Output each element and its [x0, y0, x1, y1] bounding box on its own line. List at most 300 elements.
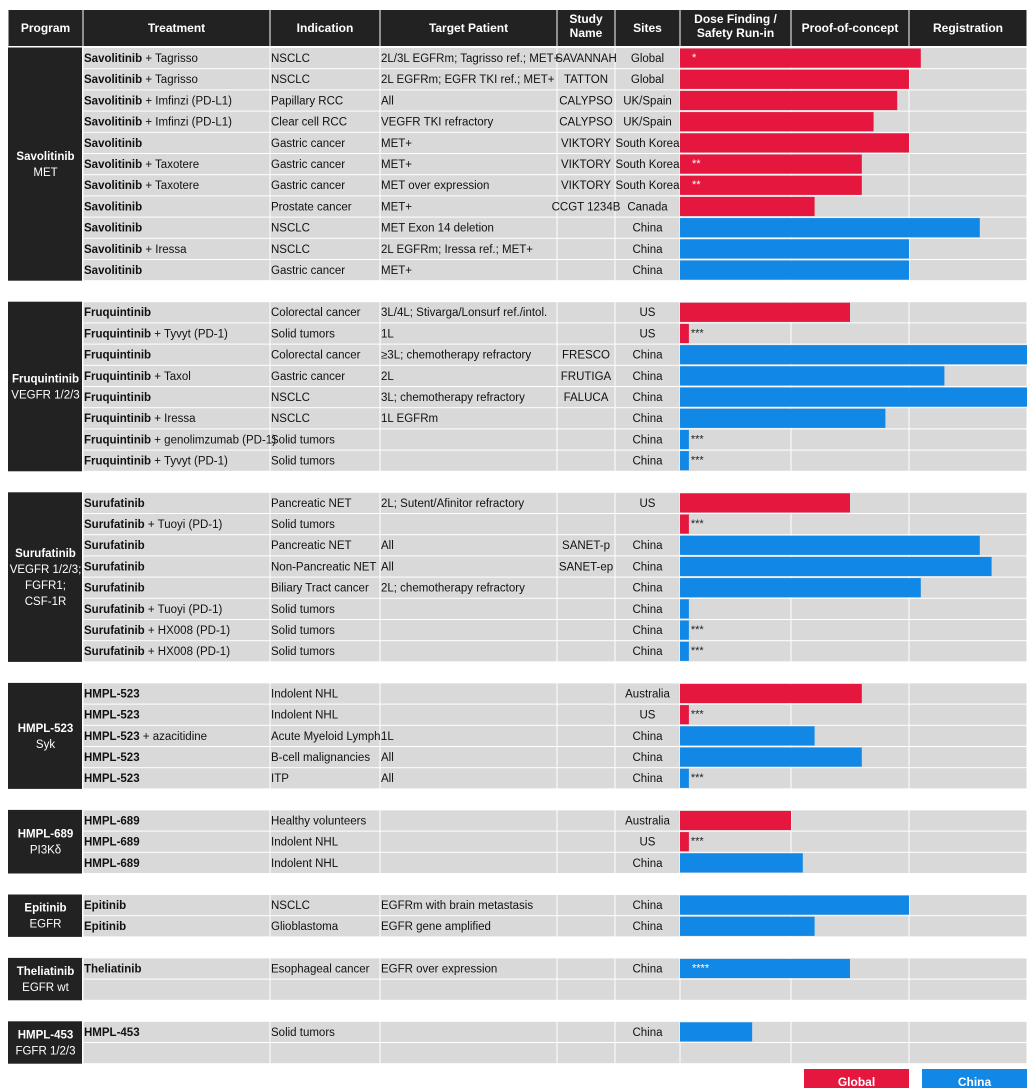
row-cell	[381, 556, 557, 576]
row-cell	[792, 832, 909, 852]
progress-bar-global	[680, 493, 850, 512]
indication-label: Colorectal cancer	[271, 349, 361, 362]
header-label-indication: Indication	[296, 21, 354, 35]
row-cell	[558, 451, 615, 471]
progress-bar-china	[680, 578, 921, 597]
progress-bar-china	[680, 409, 885, 428]
sites-label: China	[632, 646, 663, 659]
progress-bar-china	[680, 557, 992, 576]
program-target: MET	[33, 167, 58, 180]
row-cell	[792, 514, 909, 534]
program-block	[8, 302, 82, 472]
indication-label: NSCLC	[271, 53, 310, 65]
row-cell	[910, 429, 1027, 449]
footnote-marker: ****	[692, 962, 710, 975]
row-cell	[381, 620, 557, 640]
treatment-label: HMPL-523	[84, 709, 140, 722]
row-cell	[558, 980, 615, 1000]
progress-bar-global	[680, 324, 689, 343]
treatment-label: Theliatinib	[84, 963, 142, 976]
row-cell	[558, 768, 615, 788]
sites-label: UK/Spain	[623, 95, 672, 108]
target-patient-label: MET+	[381, 265, 412, 277]
indication-label: Indolent NHL	[271, 836, 339, 849]
program-target: Syk	[35, 738, 56, 751]
program-target: EGFR	[29, 918, 62, 931]
row-cell	[910, 1043, 1027, 1063]
footnote-marker: **	[692, 179, 701, 192]
row-cell	[792, 768, 909, 788]
footnote-marker: **	[692, 158, 701, 170]
sites-label: Global	[630, 74, 665, 87]
row-cell	[910, 726, 1027, 746]
treatment-label: Savolitinib + Imfinzi (PD-L1)	[84, 95, 232, 108]
treatment-label: Surufatinib	[84, 540, 145, 553]
indication-label: Colorectal cancer	[271, 307, 361, 320]
progress-bar-china	[680, 388, 1027, 407]
indication-label: ITP	[271, 773, 289, 786]
progress-bar-china	[680, 451, 689, 470]
row-cell	[558, 1043, 615, 1063]
treatment-label: Surufatinib + Tuoyi (PD-1)	[84, 603, 223, 616]
progress-bar-global	[680, 684, 862, 703]
sites-label: China	[632, 243, 663, 256]
indication-label: NSCLC	[271, 74, 310, 87]
study-name-label: TATTON	[563, 74, 609, 87]
target-patient-label: 2L	[381, 370, 394, 383]
target-patient-label: 2L/3L EGFRm; Tagrisso ref.; MET+	[381, 53, 561, 65]
progress-bar-china	[680, 1022, 752, 1041]
row-cell	[381, 366, 557, 386]
row-cell	[910, 196, 1027, 216]
progress-bar-china	[680, 642, 689, 661]
row-cell	[910, 705, 1027, 725]
row-cell	[381, 683, 557, 703]
row-cell	[381, 90, 557, 110]
indication-label: Pancreatic NET	[271, 497, 352, 510]
progress-bar-china	[680, 430, 689, 449]
treatment-label: Fruquintinib + Tyvyt (PD-1)	[84, 455, 228, 468]
row-cell	[558, 683, 615, 703]
progress-bar-china	[680, 726, 815, 745]
study-name-label: CALYPSO	[559, 116, 613, 129]
row-cell	[616, 1043, 680, 1063]
sites-label: Canada	[627, 201, 668, 214]
row-cell	[910, 408, 1027, 428]
study-name-label: CCGT 1234B	[551, 201, 621, 214]
footnote-marker: ***	[690, 454, 704, 467]
treatment-label: Savolitinib	[84, 222, 143, 235]
row-cell	[271, 1043, 380, 1063]
row-cell	[792, 1022, 909, 1042]
treatment-label: Fruquintinib + Tyvyt (PD-1)	[84, 328, 228, 341]
sites-label: China	[632, 413, 663, 426]
treatment-label: Savolitinib	[84, 137, 143, 150]
indication-label: Gastric cancer	[271, 370, 346, 383]
row-cell	[84, 980, 270, 1000]
row-cell	[381, 980, 557, 1000]
treatment-label: Epitinib	[84, 921, 127, 934]
treatment-label: HMPL-689	[84, 836, 140, 849]
row-cell	[792, 853, 909, 873]
progress-bar-china	[680, 345, 1027, 364]
target-patient-label: 3L/4L; Stivarga/Lonsurf ref./intol.	[381, 307, 548, 320]
sites-label: China	[632, 265, 663, 277]
indication-label: NSCLC	[271, 222, 310, 235]
progress-bar-global	[680, 133, 909, 152]
legend-china-label: China	[957, 1075, 992, 1088]
indication-label: Biliary Tract cancer	[271, 582, 369, 595]
row-cell	[381, 726, 557, 746]
target-patient-label: 3L; chemotherapy refractory	[381, 392, 525, 404]
row-cell	[910, 48, 1027, 68]
sites-label: China	[632, 603, 663, 616]
sites-label: US	[639, 328, 656, 341]
target-patient-label: VEGFR TKI refractory	[381, 116, 494, 129]
target-patient-label: All	[381, 561, 394, 574]
program-name: Theliatinib	[16, 966, 75, 979]
target-patient-label: MET Exon 14 deletion	[381, 222, 494, 235]
row-cell	[792, 429, 909, 449]
indication-label: Non-Pancreatic NET	[271, 561, 377, 574]
row-cell	[910, 958, 1027, 978]
row-cell	[616, 980, 680, 1000]
row-cell	[381, 747, 557, 767]
indication-label: Solid tumors	[271, 625, 335, 637]
row-cell	[910, 239, 1027, 259]
progress-bar-global	[680, 155, 862, 174]
indication-label: Papillary RCC	[271, 95, 344, 108]
indication-label: Healthy volunteers	[271, 815, 367, 828]
row-cell	[681, 1043, 791, 1063]
row-cell	[558, 218, 615, 238]
sites-label: China	[632, 582, 663, 595]
treatment-label: Surufatinib	[84, 582, 145, 595]
progress-bar-china	[680, 261, 909, 280]
row-cell	[792, 810, 909, 830]
study-name-label: FALUCA	[563, 392, 609, 404]
row-cell	[910, 768, 1027, 788]
program-name: Savolitinib	[16, 151, 75, 164]
treatment-label: HMPL-523 + azacitidine	[84, 730, 208, 743]
program-name: HMPL-523	[17, 722, 74, 735]
target-patient-label: All	[381, 752, 394, 764]
progress-bar-global	[680, 705, 689, 724]
progress-bar-china	[680, 621, 689, 640]
treatment-label: Fruquintinib + Iressa	[84, 413, 196, 426]
treatment-label: Epitinib	[84, 900, 127, 912]
header-label-p1: Dose Finding / Safety Run-in	[694, 12, 777, 40]
program-name: HMPL-689	[17, 828, 74, 841]
indication-label: Solid tumors	[271, 328, 335, 341]
row-cell	[558, 958, 615, 978]
row-cell	[558, 578, 615, 598]
target-patient-label: ≥3L; chemotherapy refractory	[381, 349, 532, 362]
indication-label: NSCLC	[271, 243, 310, 256]
indication-label: Pancreatic NET	[271, 540, 352, 553]
treatment-label: Savolitinib + Taxotere	[84, 159, 200, 171]
program-name: Surufatinib	[15, 548, 76, 561]
study-name-label: FRUTIGA	[560, 370, 612, 383]
program-target: VEGFR 1/2/3;	[9, 564, 82, 577]
indication-label: Gastric cancer	[271, 137, 346, 150]
row-cell	[558, 916, 615, 936]
progress-bar-global	[680, 70, 909, 89]
progress-bar-global	[680, 112, 874, 131]
treatment-label: Fruquintinib + genolimzumab (PD-1)	[84, 434, 277, 447]
sites-label: US	[639, 497, 656, 510]
indication-label: Indolent NHL	[271, 709, 339, 722]
row-cell	[558, 302, 615, 322]
row-cell	[558, 641, 615, 661]
treatment-label: Fruquintinib	[84, 349, 152, 362]
indication-label: Gastric cancer	[271, 265, 346, 277]
row-cell	[681, 980, 791, 1000]
row-cell	[558, 832, 615, 852]
sites-label: South Korea	[615, 159, 680, 171]
footnote-marker: ***	[690, 624, 704, 636]
row-cell	[910, 641, 1027, 661]
treatment-label: HMPL-523	[84, 752, 140, 764]
program-name: Epitinib	[24, 902, 67, 915]
study-name-label: VIKTORY	[560, 180, 612, 193]
study-name-label: FRESCO	[562, 349, 610, 362]
indication-label: Solid tumors	[271, 519, 335, 531]
row-cell	[84, 1043, 270, 1063]
row-cell	[910, 683, 1027, 703]
sites-label: UK/Spain	[623, 116, 672, 129]
row-cell	[792, 620, 909, 640]
sites-label: Global	[630, 53, 665, 65]
sites-label: China	[632, 392, 663, 404]
footnote-marker: *	[692, 52, 697, 64]
row-cell	[381, 641, 557, 661]
indication-label: NSCLC	[271, 392, 310, 404]
row-cell	[558, 895, 615, 915]
program-name: HMPL-453	[17, 1029, 74, 1042]
row-cell	[381, 599, 557, 619]
treatment-label: Surufatinib + HX008 (PD-1)	[84, 625, 231, 637]
progress-bar-china	[680, 536, 980, 555]
treatment-label: Fruquintinib	[84, 392, 152, 404]
row-cell	[381, 705, 557, 725]
row-cell	[616, 514, 680, 534]
row-cell	[910, 133, 1027, 153]
target-patient-label: All	[381, 773, 394, 786]
indication-label: Solid tumors	[271, 455, 335, 468]
treatment-label: Fruquintinib + Taxol	[84, 370, 191, 383]
row-cell	[792, 323, 909, 343]
program-target: VEGFR 1/2/3	[11, 389, 80, 402]
sites-label: China	[632, 455, 663, 468]
row-cell	[910, 810, 1027, 830]
treatment-label: Savolitinib + Iressa	[84, 243, 187, 256]
row-cell	[910, 154, 1027, 174]
sites-label: China	[632, 773, 663, 786]
study-name-label: VIKTORY	[560, 159, 612, 171]
progress-bar-china	[680, 748, 862, 767]
row-cell	[910, 90, 1027, 110]
progress-bar-china	[680, 917, 815, 936]
header-label-p3: Registration	[932, 21, 1004, 35]
row-cell	[381, 535, 557, 555]
footnote-marker: ***	[690, 708, 704, 721]
target-patient-label: EGFRm with brain metastasis	[381, 900, 534, 912]
header-label-target: Target Patient	[428, 21, 509, 35]
row-cell	[792, 1043, 909, 1063]
treatment-label: HMPL-453	[84, 1026, 140, 1039]
footnote-marker: ***	[690, 835, 704, 848]
progress-bar-china	[680, 769, 689, 788]
row-cell	[910, 599, 1027, 619]
row-cell	[910, 916, 1027, 936]
sites-label: US	[639, 307, 656, 320]
legend-global-label: Global	[837, 1075, 876, 1088]
indication-label: Gastric cancer	[271, 180, 346, 193]
sites-label: China	[632, 963, 663, 976]
row-cell	[558, 260, 615, 280]
row-cell	[381, 323, 557, 343]
row-cell	[792, 451, 909, 471]
indication-label: NSCLC	[271, 900, 310, 912]
row-cell	[381, 1043, 557, 1063]
study-name-label: SANET-p	[562, 540, 610, 553]
row-cell	[910, 451, 1027, 471]
row-cell	[381, 853, 557, 873]
progress-bar-china	[680, 896, 909, 915]
target-patient-label: MET+	[381, 201, 412, 214]
program-target: FGFR 1/2/3	[15, 1045, 76, 1058]
sites-label: US	[639, 836, 656, 849]
indication-label: Indolent NHL	[271, 857, 339, 870]
row-cell	[558, 514, 615, 534]
footnote-marker: ***	[690, 772, 704, 785]
sites-label: China	[632, 625, 663, 637]
progress-bar-global	[680, 197, 815, 216]
target-patient-label: EGFR gene amplified	[381, 921, 491, 934]
indication-label: Solid tumors	[271, 603, 335, 616]
target-patient-label: All	[381, 540, 394, 553]
footnote-marker: ***	[690, 433, 704, 446]
indication-label: Solid tumors	[271, 646, 335, 659]
study-name-label: SANET-ep	[558, 561, 614, 574]
target-patient-label: MET+	[381, 159, 412, 171]
progress-bar-china	[680, 239, 909, 258]
row-cell	[792, 705, 909, 725]
progress-bar-china	[680, 853, 803, 872]
progress-bar-global	[680, 176, 862, 195]
target-patient-label: 2L; chemotherapy refractory	[381, 582, 525, 595]
row-cell	[558, 705, 615, 725]
study-name-label: CALYPSO	[559, 95, 613, 108]
treatment-label: Savolitinib + Tagrisso	[84, 74, 198, 87]
row-cell	[910, 493, 1027, 513]
row-cell	[558, 429, 615, 449]
row-cell	[558, 239, 615, 259]
indication-label: Clear cell RCC	[271, 116, 348, 129]
row-cell	[271, 980, 380, 1000]
progress-bar-china	[680, 366, 944, 385]
treatment-label: Savolitinib + Tagrisso	[84, 53, 198, 65]
indication-label: Indolent NHL	[271, 688, 339, 701]
row-cell	[381, 768, 557, 788]
row-cell	[381, 429, 557, 449]
program-block	[8, 492, 82, 662]
treatment-label: HMPL-689	[84, 815, 140, 828]
progress-bar-china	[680, 218, 980, 237]
header-label-p2: Proof-of-concept	[801, 21, 899, 35]
target-patient-label: MET over expression	[381, 180, 490, 193]
row-cell	[792, 599, 909, 619]
row-cell	[558, 408, 615, 428]
sites-label: China	[632, 900, 663, 912]
target-patient-label: 2L EGFRm; EGFR TKI ref.; MET+	[381, 74, 555, 87]
program-target: EGFR wt	[22, 982, 69, 995]
indication-label: Solid tumors	[271, 434, 335, 447]
treatment-label: HMPL-689	[84, 857, 140, 870]
sites-label: Australia	[625, 815, 670, 828]
row-cell	[558, 620, 615, 640]
study-name-label: SAVANNAH	[555, 53, 617, 65]
sites-label: China	[632, 349, 663, 362]
treatment-label: Savolitinib + Taxotere	[84, 180, 200, 193]
row-cell	[910, 323, 1027, 343]
row-cell	[910, 260, 1027, 280]
treatment-label: Savolitinib + Imfinzi (PD-L1)	[84, 116, 232, 129]
row-cell	[792, 980, 909, 1000]
row-cell	[381, 514, 557, 534]
row-cell	[910, 832, 1027, 852]
progress-bar-china	[680, 599, 689, 618]
sites-label: China	[632, 370, 663, 383]
row-cell	[910, 853, 1027, 873]
indication-label: Gastric cancer	[271, 159, 346, 171]
treatment-label: Surufatinib	[84, 561, 145, 574]
program-name: Fruquintinib	[11, 373, 80, 386]
target-patient-label: MET+	[381, 137, 412, 150]
sites-label: China	[632, 561, 663, 574]
sites-label: Australia	[625, 688, 670, 701]
program-block	[8, 683, 82, 789]
row-cell	[910, 1022, 1027, 1042]
row-cell	[910, 980, 1027, 1000]
header-label-study: Study Name	[569, 12, 603, 40]
row-cell	[558, 747, 615, 767]
sites-label: China	[632, 921, 663, 934]
progress-bar-global	[680, 303, 850, 322]
row-cell	[681, 599, 791, 619]
indication-label: B-cell malignancies	[271, 752, 371, 764]
header-label-treatment: Treatment	[147, 21, 206, 35]
treatment-label: HMPL-523	[84, 773, 140, 786]
row-cell	[558, 726, 615, 746]
target-patient-label: All	[381, 95, 394, 108]
indication-label: Solid tumors	[271, 1026, 335, 1039]
footnote-marker: ***	[690, 327, 704, 340]
header-label-sites: Sites	[633, 21, 662, 35]
sites-label: China	[632, 730, 663, 743]
row-cell	[558, 323, 615, 343]
row-cell	[792, 641, 909, 661]
row-cell	[381, 810, 557, 830]
footnote-marker: ***	[690, 645, 704, 658]
target-patient-label: 2L; Sutent/Afinitor refractory	[381, 497, 525, 510]
row-cell	[910, 620, 1027, 640]
sites-label: China	[632, 857, 663, 870]
program-target: CSF-1R	[24, 596, 67, 609]
study-name-label: VIKTORY	[560, 137, 612, 150]
treatment-label: Savolitinib	[84, 201, 143, 214]
